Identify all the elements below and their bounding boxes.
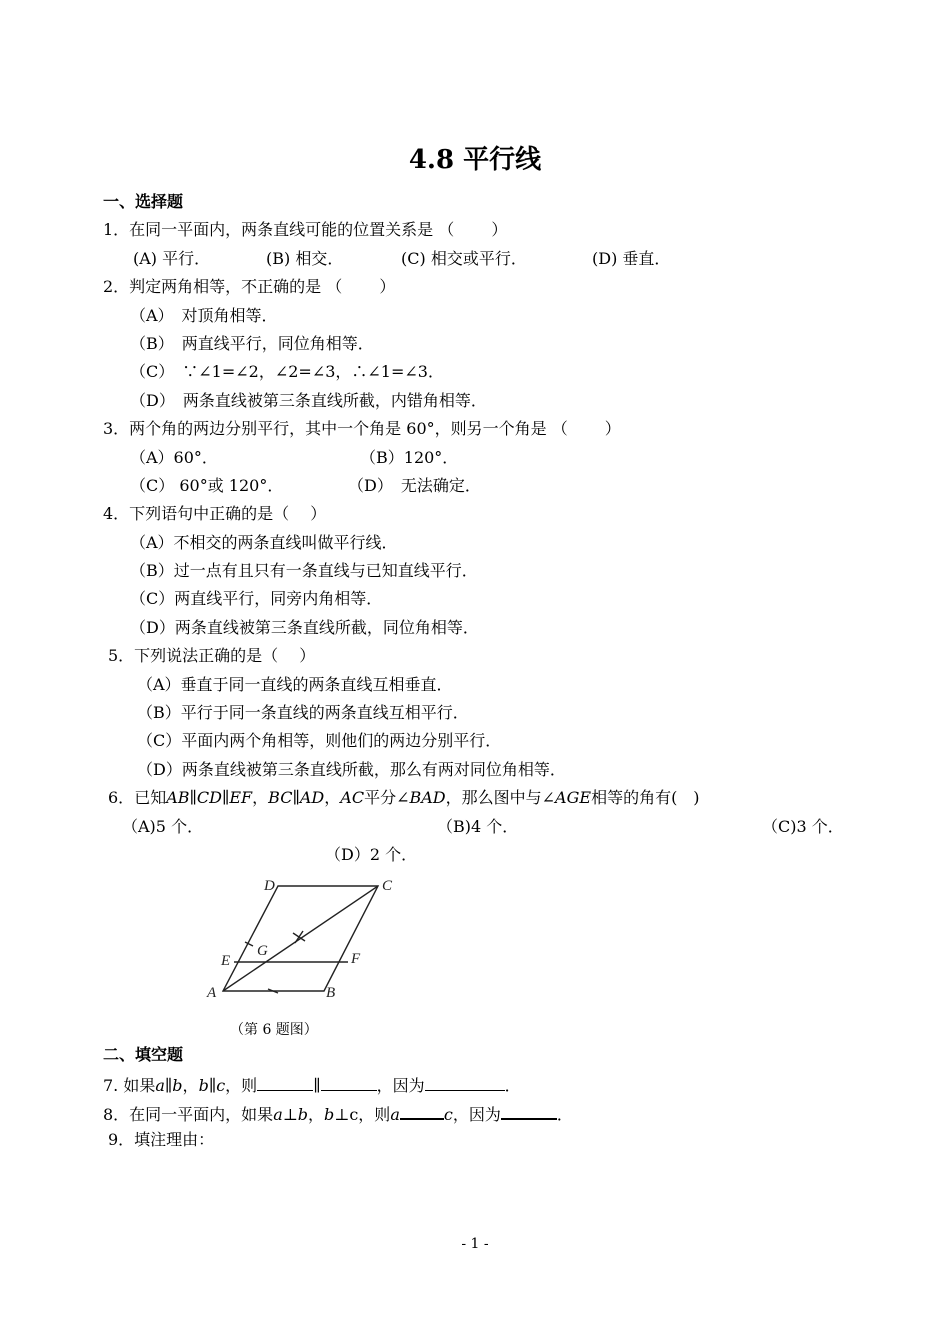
question-7-text: 7. 如果 <box>103 1076 156 1095</box>
period: ． <box>504 1076 521 1095</box>
question-3-option-d: （D） 无法确定． <box>348 476 481 495</box>
line-b: b <box>297 1105 309 1124</box>
line-b: b <box>172 1076 183 1095</box>
question-3-option-a: （A）60°． <box>130 448 218 467</box>
answer-blank[interactable] <box>425 1075 505 1091</box>
question-1-option-c: (C) 相交或平行． <box>401 249 527 268</box>
segment-bc: BC <box>268 788 293 807</box>
question-8 <box>103 1103 573 1123</box>
question-1-option-d: (D) 垂直． <box>592 249 671 268</box>
parallel-symbol: ∥ <box>292 788 300 807</box>
answer-blank[interactable] <box>321 1075 377 1091</box>
question-6-text: 已知 <box>134 788 167 807</box>
question-4-option-a: （A）不相交的两条直线叫做平行线． <box>130 533 398 552</box>
question-8-text: ⊥c，则 <box>334 1105 391 1124</box>
question-2-option-d: （D） 两条直线被第三条直线所截，内错角相等． <box>130 391 487 410</box>
question-1-stem: 1．在同一平面内，两条直线可能的位置关系是 （ ） <box>103 220 508 239</box>
page-number: - 1 - <box>461 1236 489 1252</box>
parallel-symbol: ∥ <box>208 1076 217 1095</box>
question-2-stem: 2．判定两角相等，不正确的是 （ ） <box>103 277 396 296</box>
question-6-number: 6． <box>108 788 135 807</box>
answer-blank[interactable] <box>501 1103 557 1120</box>
line-c: c <box>443 1105 453 1124</box>
question-2-option-a: （A） 对顶角相等． <box>130 306 278 325</box>
question-5-option-a: （A）垂直于同一直线的两条直线互相垂直． <box>137 675 453 694</box>
question-1-option-a: (A) 平行． <box>133 249 211 268</box>
figure-caption: （第 6 题图） <box>230 1022 318 1038</box>
question-2-option-b: （B） 两直线平行，同位角相等． <box>130 334 374 353</box>
question-8-text: 8．在同一平面内，如果 <box>103 1105 274 1124</box>
perpendicular-symbol: ⊥ <box>282 1105 298 1124</box>
parallelogram-diagram <box>200 870 420 1005</box>
question-5-option-b: （B）平行于同一条直线的两条直线互相平行． <box>137 703 469 722</box>
question-3-option-b: （B）120°． <box>360 448 459 467</box>
question-6-figure <box>200 870 420 1005</box>
line-a: a <box>273 1105 283 1124</box>
line-b: b <box>324 1105 335 1124</box>
question-7-text: ，因为 <box>376 1076 425 1095</box>
question-4-option-d: （D）两条直线被第三条直线所截，同位角相等． <box>130 618 479 637</box>
question-6-text: 相等的角有( ) <box>591 788 700 807</box>
question-7-text: ，则 <box>225 1076 258 1095</box>
parallel-symbol: ∥ <box>313 1076 321 1095</box>
question-6-text: ，那么图中与∠ <box>445 788 556 807</box>
question-5-stem: 5．下列说法正确的是（ ） <box>108 646 316 665</box>
label-c: C <box>382 878 393 894</box>
question-6-option-d: （D）2 个． <box>325 845 418 864</box>
line-b: b <box>198 1076 209 1095</box>
question-8-text: ，因为 <box>452 1105 501 1124</box>
comma: ， <box>252 788 269 807</box>
question-6-option-b: （B)4 个． <box>437 817 519 836</box>
label-d: D <box>264 878 275 894</box>
segment-ab: AB <box>166 788 190 807</box>
question-6-stem <box>108 790 700 806</box>
segment-cd: CD <box>196 788 222 807</box>
angle-bad: BAD <box>409 788 446 807</box>
comma: ， <box>324 788 341 807</box>
question-6-text: 平分∠ <box>364 788 410 807</box>
parallel-symbol: ∥ <box>189 788 197 807</box>
label-f: F <box>351 951 361 967</box>
answer-blank[interactable] <box>400 1103 444 1120</box>
parallel-symbol: ∥ <box>164 1076 173 1095</box>
label-e: E <box>221 953 231 969</box>
question-1-option-b: (B) 相交． <box>266 249 344 268</box>
question-2-option-c: （C） ∵∠1=∠2，∠2=∠3，∴∠1=∠3． <box>130 362 444 381</box>
segment-ac: AC <box>340 788 365 807</box>
parallel-symbol: ∥ <box>221 788 230 807</box>
answer-blank[interactable] <box>257 1075 313 1091</box>
question-5-option-d: （D）两条直线被第三条直线所截，那么有两对同位角相等． <box>137 760 566 779</box>
question-5-option-c: （C）平面内两个角相等，则他们的两边分别平行． <box>137 731 502 750</box>
question-4-stem: 4．下列语句中正确的是（ ） <box>103 504 327 523</box>
question-6-option-a: （A)5 个． <box>122 817 204 836</box>
line-a: a <box>155 1076 165 1095</box>
question-9: 9．填注理由： <box>108 1130 215 1149</box>
label-b: B <box>326 985 336 1001</box>
label-g: G <box>257 943 268 959</box>
segment-ef: EF <box>229 788 253 807</box>
comma: ， <box>182 1076 199 1095</box>
line-c: c <box>216 1076 226 1095</box>
page-title: 4.8 平行线 <box>408 145 542 175</box>
period: ． <box>556 1105 573 1124</box>
segment-ad: AD <box>299 788 325 807</box>
label-a: A <box>207 985 217 1001</box>
question-6-option-c: （C)3 个． <box>762 817 844 836</box>
comma: ， <box>308 1105 325 1124</box>
question-4-option-c: （C）两直线平行，同旁内角相等． <box>130 589 383 608</box>
section-heading-fill-blank: 二、填空题 <box>103 1045 184 1064</box>
section-heading-choice: 一、选择题 <box>103 192 184 211</box>
angle-age: AGE <box>555 788 592 807</box>
question-4-option-b: （B）过一点有且只有一条直线与已知直线平行． <box>130 561 478 580</box>
line-a: a <box>390 1105 400 1124</box>
question-7 <box>103 1075 521 1094</box>
question-3-option-c: （C） 60°或 120°． <box>130 476 284 495</box>
question-3-stem: 3．两个角的两边分别平行，其中一个角是 60°，则另一个角是 （ ） <box>103 419 621 438</box>
